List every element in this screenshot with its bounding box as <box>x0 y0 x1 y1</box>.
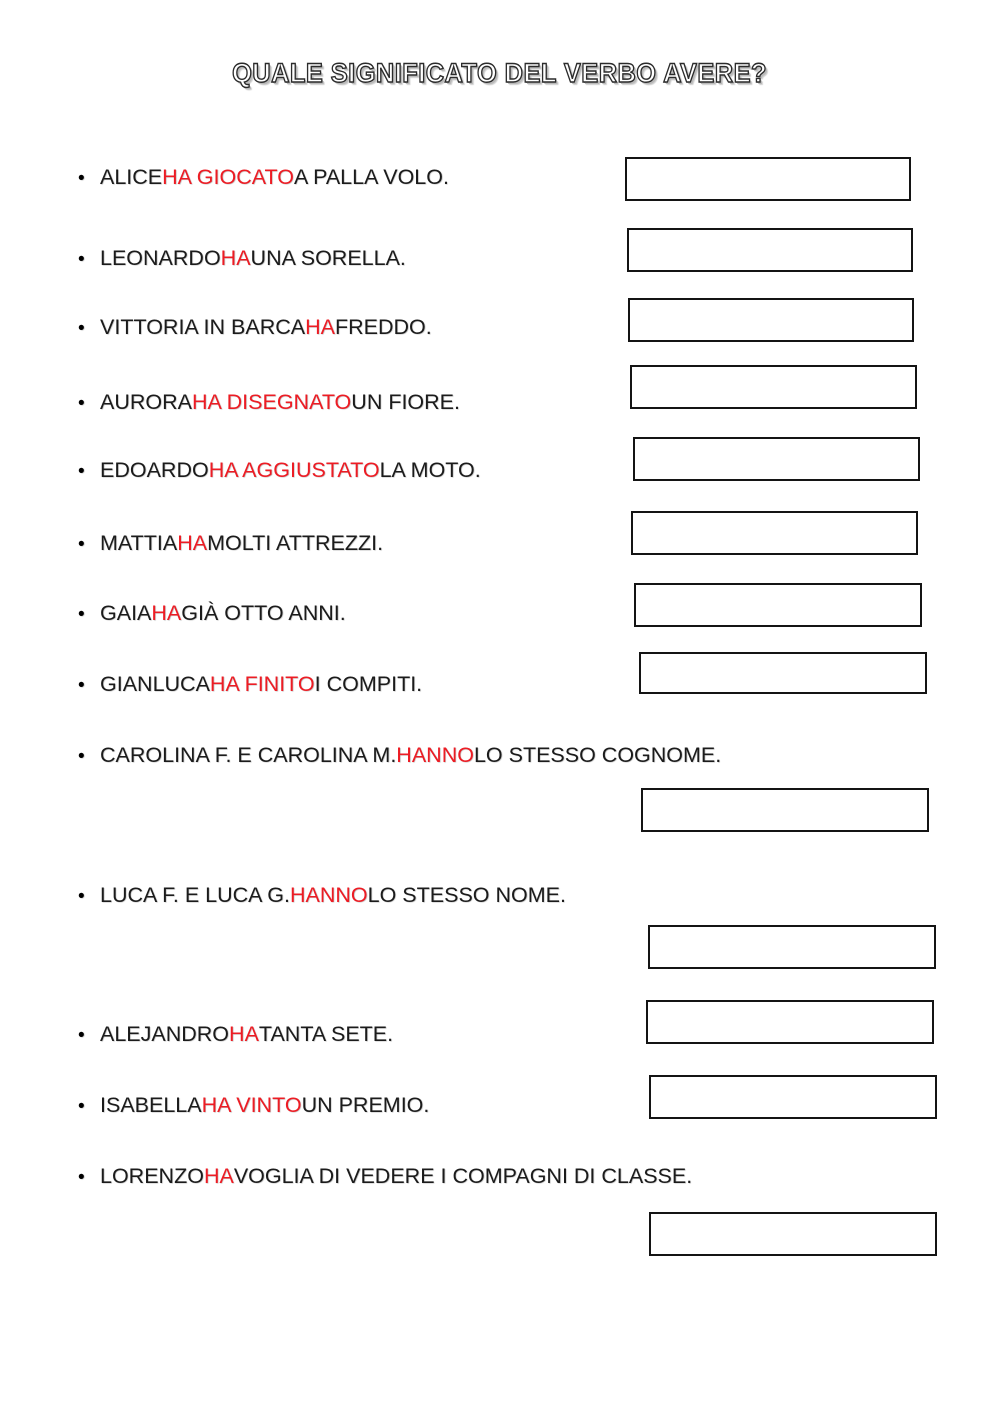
sentence-7 <box>78 600 346 628</box>
sentence-3 <box>78 314 432 342</box>
answer-box-9[interactable] <box>641 788 929 832</box>
sentence-2 <box>78 245 406 273</box>
sentence-text-after: MOLTI ATTREZZI. <box>207 531 384 555</box>
highlighted-verb: HA AGGIUSTATO <box>208 458 380 482</box>
sentence-text-before: ALICE <box>100 165 163 189</box>
bullet-icon: • <box>78 604 85 625</box>
sentence-13 <box>78 1163 692 1191</box>
answer-box-12[interactable] <box>649 1075 937 1119</box>
answer-box-13[interactable] <box>649 1212 937 1256</box>
highlighted-verb: HA <box>151 601 182 625</box>
highlighted-verb: HANNO <box>289 883 368 907</box>
sentence-text-before: VITTORIA IN BARCA <box>100 315 306 339</box>
sentence-text-after: LO STESSO NOME. <box>367 883 566 907</box>
bullet-icon: • <box>78 534 85 555</box>
sentence-text-after: TANTA SETE. <box>258 1022 394 1046</box>
answer-box-1[interactable] <box>625 157 911 201</box>
sentence-text-before: ISABELLA <box>100 1093 202 1117</box>
answer-box-10[interactable] <box>648 925 936 969</box>
answer-box-7[interactable] <box>634 583 922 627</box>
sentence-text-after: LA MOTO. <box>379 458 481 482</box>
sentence-text-before: EDOARDO <box>100 458 209 482</box>
sentence-12 <box>78 1092 429 1120</box>
sentence-1 <box>78 164 449 192</box>
answer-box-4[interactable] <box>630 365 917 409</box>
sentence-text-after: I COMPITI. <box>314 672 423 696</box>
sentence-11 <box>78 1021 393 1049</box>
sentence-text-before: LUCA F. E LUCA G. <box>100 883 290 907</box>
sentence-9 <box>78 742 721 770</box>
highlighted-verb: HANNO <box>396 743 474 767</box>
sentence-text-before: LEONARDO <box>100 246 221 270</box>
bullet-icon: • <box>78 168 85 189</box>
bullet-icon: • <box>78 1167 85 1188</box>
highlighted-verb: HA <box>177 531 208 555</box>
bullet-icon: • <box>78 318 85 339</box>
sentence-8 <box>78 671 422 699</box>
sentence-5 <box>78 457 481 485</box>
highlighted-verb: HA FINITO <box>209 672 315 696</box>
sentence-text-before: AURORA <box>100 390 192 414</box>
bullet-icon: • <box>78 1025 85 1046</box>
highlighted-verb: HA <box>229 1022 259 1046</box>
highlighted-verb: HA DISEGNATO <box>191 390 352 414</box>
bullet-icon: • <box>78 746 85 767</box>
highlighted-verb: HA GIOCATO <box>162 165 294 189</box>
sentence-text-after: GIÀ OTTO ANNI. <box>181 601 346 625</box>
sentence-text-after: UNA SORELLA. <box>250 246 406 270</box>
sentence-10 <box>78 882 566 910</box>
bullet-icon: • <box>78 886 85 907</box>
answer-box-8[interactable] <box>639 652 927 694</box>
sentence-text-before: MATTIA <box>100 531 178 555</box>
sentence-text-after: LO STESSO COGNOME. <box>473 743 722 767</box>
sentence-text-before: GIANLUCA <box>100 672 210 696</box>
page-title-container <box>0 58 1000 89</box>
answer-box-11[interactable] <box>646 1000 934 1044</box>
answer-box-5[interactable] <box>633 437 920 481</box>
bullet-icon: • <box>78 461 85 482</box>
highlighted-verb: HA <box>305 315 335 339</box>
answer-box-2[interactable] <box>627 228 913 272</box>
bullet-icon: • <box>78 393 85 414</box>
highlighted-verb: HA <box>203 1164 234 1188</box>
answer-box-6[interactable] <box>631 511 918 555</box>
sentence-text-after: UN FIORE. <box>351 390 460 414</box>
sentence-text-before: ALEJANDRO <box>100 1022 230 1046</box>
bullet-icon: • <box>78 1096 85 1117</box>
sentence-text-after: VOGLIA DI VEDERE I COMPAGNI DI CLASSE. <box>233 1164 693 1188</box>
page-title: QUALE SIGNIFICATO DEL VERBO AVERE? <box>232 58 768 88</box>
sentence-text-before: CAROLINA F. E CAROLINA M. <box>100 743 397 767</box>
sentence-text-after: A PALLA VOLO. <box>293 165 449 189</box>
highlighted-verb: HA <box>220 246 251 270</box>
bullet-icon: • <box>78 675 85 696</box>
sentence-text-before: LORENZO <box>100 1164 204 1188</box>
answer-box-3[interactable] <box>628 298 914 342</box>
bullet-icon: • <box>78 249 85 270</box>
highlighted-verb: HA VINTO <box>201 1093 302 1117</box>
sentence-text-after: UN PREMIO. <box>301 1093 430 1117</box>
sentence-text-after: FREDDO. <box>334 315 432 339</box>
sentence-text-before: GAIA <box>100 601 152 625</box>
sentence-6 <box>78 530 383 558</box>
sentence-4 <box>78 389 460 417</box>
